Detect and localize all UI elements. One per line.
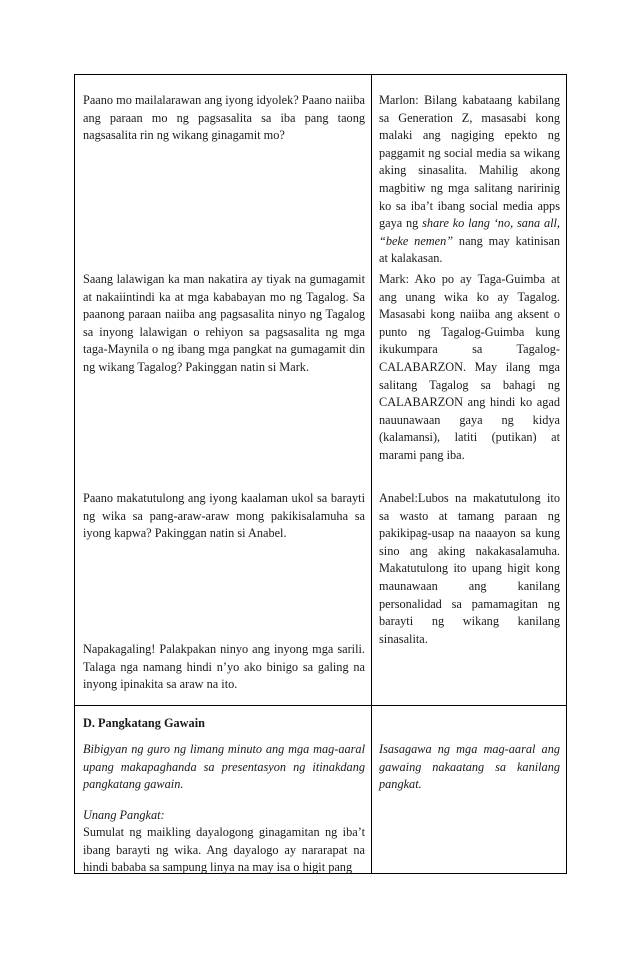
group-one-task: Sumulat ng maikling dayalogong ginagamitan ng iba’t ibang barayti ng wika. Ang dayalogo ay nararapat na hindi bababa sa sampung linya na may isa o higit pang — [83, 825, 365, 875]
section-d-instruction: Bibigyan ng guro ng limang minuto ang mga mag-aaral upang makapaghanda sa presentasyon ng itinakdang pangkatang gawain. — [83, 742, 365, 792]
row-divider — [75, 705, 566, 706]
section-d-heading: D. Pangkatang Gawain — [83, 716, 205, 730]
group-one-label: Unang Pangkat: — [83, 808, 165, 822]
question-idyolek: Paano mo mailalarawan ang iyong idyolek? Paano naiiba ang paraan mo ng pagsasalita sa iba pang taong nagsasalita rin ng wikang ginagamit mo? — [83, 93, 365, 143]
answer-marlon-text: Marlon: Bilang kabataang kabilang sa Generation Z, masasabi kong malaki ang nagiging epekto ng paggamit ng social media sa wikang aking sinasalita. Mahilig akong magbitiw ng mga salitang naririnig ko sa iba’t ibang social media apps gaya ng — [379, 93, 560, 231]
section-d-student-activity: Isasagawa ng mga mag-aaral ang gawaing nakaatang sa kanilang pangkat. — [379, 742, 560, 792]
answer-marlon-examples: share ko lang ‘no, sana all, “beke nemen” — [379, 216, 560, 248]
answer-mark: Mark: Ako po ay Taga-Guimba at ang unang wika ko ay Tagalog. Masasabi kong naiiba ang aksent o punto ng Tagalog-Guimba kung ikukumpara sa Tagalog-CALABARZON. May ilang mga salitang Tagalog sa bahagi ng CALABARZON ang hindi ko agad nauunawaan gaya ng kidya (kalamansi), latiti (putikan) at marami pang iba. — [379, 272, 560, 462]
lesson-table — [74, 74, 567, 874]
column-divider — [371, 75, 372, 873]
answer-marlon — [379, 92, 560, 268]
question-barayti: Paano makatutulong ang iyong kaalaman ukol sa barayti ng wika sa pang-araw-araw mong pakikisalamuha sa iyong kapwa? Pakinggan natin si Anabel. — [83, 491, 365, 541]
closing-praise: Napakagaling! Palakpakan ninyo ang inyong mga sarili. Talaga nga namang hindi n’yo ako binigo sa galing na inyong ipinakita sa araw na ito. — [83, 642, 365, 692]
answer-marlon-end: nang may katinisan at kalakasan. — [379, 233, 561, 266]
question-tagalog-lalawigan: Saang lalawigan ka man nakatira ay tiyak na gumagamit at nakaiintindi ka at mga kababayan mo ng Tagalog. Sa paanong paraan naiiba ang pagsasalita ninyo ng Tagalog sa inyong lalawigan o rehiyon sa pagsasalita ng mga taga-Maynila o ng ibang mga pangkat na gumagamit din ng wikang Tagalog? Pakinggan natin si Mark. — [83, 272, 365, 374]
answer-anabel: Anabel:Lubos na makatutulong ito sa wasto at tamang paraan ng pakikipag-usap na naaayon sa kung sino ang aking nakakasalamuha. Makatutulong ito upang higit kong maunawaan ang kanilang personalidad sa pamamagitan ng barayti ng wikang kanilang sinasalita. — [379, 491, 560, 646]
